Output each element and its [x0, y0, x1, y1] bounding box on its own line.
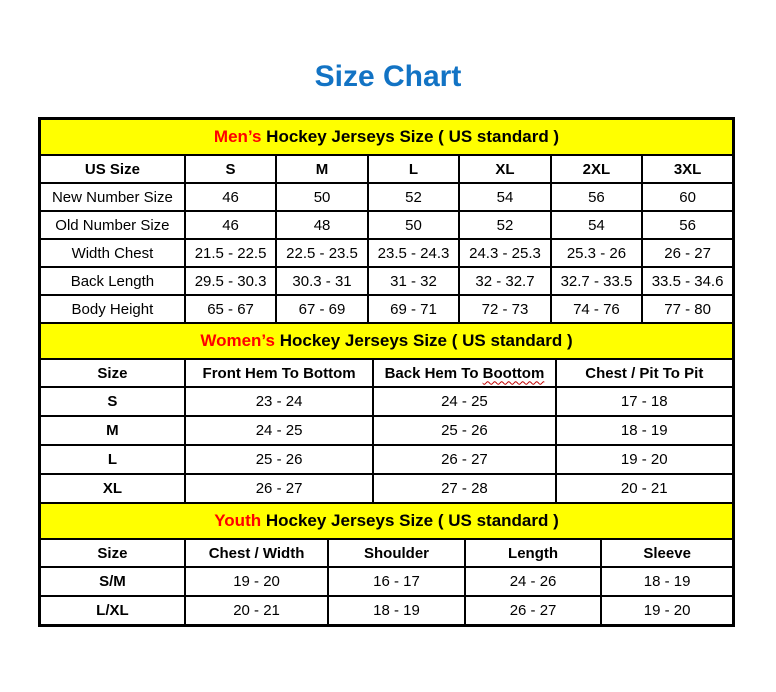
table-row — [40, 183, 733, 211]
misspelled-word: Boottom — [482, 364, 545, 382]
column-header: Shoulder — [328, 539, 465, 567]
cell-value: 50 — [276, 183, 367, 211]
column-header: L — [368, 155, 459, 183]
column-header: Front Hem To Bottom — [185, 359, 373, 387]
cell-value: 56 — [642, 211, 733, 239]
column-header: M — [276, 155, 367, 183]
cell-value: 46 — [185, 211, 276, 239]
cell-value: 52 — [459, 211, 550, 239]
cell-value: 46 — [185, 183, 276, 211]
section-title-rest: Hockey Jerseys Size ( US standard ) — [261, 127, 560, 146]
cell-value: 24 - 26 — [465, 567, 602, 596]
cell-value: 60 — [642, 183, 733, 211]
section-band-row — [40, 119, 733, 155]
youth-section-band — [40, 503, 733, 539]
row-label: S/M — [40, 567, 185, 596]
column-header: Chest / Pit To Pit — [556, 359, 733, 387]
cell-value: 48 — [276, 211, 367, 239]
section-title-highlight: Men’s — [213, 127, 262, 146]
mens-size-table — [39, 118, 734, 324]
table-row — [40, 445, 733, 474]
cell-value: 32.7 - 33.5 — [551, 267, 642, 295]
row-label: Body Height — [40, 295, 185, 323]
cell-value: 65 - 67 — [185, 295, 276, 323]
column-header: S — [185, 155, 276, 183]
table-row — [40, 267, 733, 295]
youth-table-body — [40, 567, 733, 625]
womens-table-body — [40, 387, 733, 503]
cell-value: 32 - 32.7 — [459, 267, 550, 295]
cell-value: 26 - 27 — [185, 474, 373, 503]
cell-value: 33.5 - 34.6 — [642, 267, 733, 295]
column-header: Length — [465, 539, 602, 567]
section-title-rest: Hockey Jerseys Size ( US standard ) — [274, 331, 573, 350]
column-header: Chest / Width — [185, 539, 328, 567]
cell-value: 67 - 69 — [276, 295, 367, 323]
cell-value: 18 - 19 — [601, 567, 733, 596]
header-row — [40, 359, 733, 387]
row-label: New Number Size — [40, 183, 185, 211]
size-chart-container — [38, 117, 735, 627]
mens-section-band — [40, 119, 733, 155]
row-label: L — [40, 445, 185, 474]
cell-value: 19 - 20 — [556, 445, 733, 474]
cell-value: 52 — [368, 183, 459, 211]
row-label: Old Number Size — [40, 211, 185, 239]
cell-value: 25 - 26 — [185, 445, 373, 474]
cell-value: 23.5 - 24.3 — [368, 239, 459, 267]
section-title-rest: Hockey Jerseys Size ( US standard ) — [261, 511, 559, 530]
cell-value: 31 - 32 — [368, 267, 459, 295]
column-header: Sleeve — [601, 539, 733, 567]
womens-section-band — [40, 323, 733, 359]
cell-value: 16 - 17 — [328, 567, 465, 596]
cell-value: 20 - 21 — [185, 596, 328, 625]
cell-value: 20 - 21 — [556, 474, 733, 503]
table-row — [40, 596, 733, 625]
cell-value: 24.3 - 25.3 — [459, 239, 550, 267]
cell-value: 25 - 26 — [373, 416, 555, 445]
row-label: M — [40, 416, 185, 445]
cell-value: 24 - 25 — [373, 387, 555, 416]
column-header: 3XL — [642, 155, 733, 183]
cell-value: 25.3 - 26 — [551, 239, 642, 267]
section-band-row — [40, 503, 733, 539]
cell-value: 24 - 25 — [185, 416, 373, 445]
cell-value: 26 - 27 — [373, 445, 555, 474]
table-row — [40, 474, 733, 503]
cell-value: 23 - 24 — [185, 387, 373, 416]
cell-value: 17 - 18 — [556, 387, 733, 416]
page-title: Size Chart — [314, 60, 462, 93]
cell-value: 27 - 28 — [373, 474, 555, 503]
cell-value: 54 — [551, 211, 642, 239]
column-header: Back Hem To Boottom — [373, 359, 555, 387]
table-row — [40, 416, 733, 445]
cell-value: 74 - 76 — [551, 295, 642, 323]
cell-value: 50 — [368, 211, 459, 239]
section-title-highlight: Women’s — [200, 331, 275, 350]
cell-value: 30.3 - 31 — [276, 267, 367, 295]
section-title-highlight: Youth — [214, 511, 262, 530]
cell-value: 26 - 27 — [465, 596, 602, 625]
cell-value: 56 — [551, 183, 642, 211]
column-header: 2XL — [551, 155, 642, 183]
column-header: Size — [40, 359, 185, 387]
row-label: Back Length — [40, 267, 185, 295]
cell-value: 22.5 - 23.5 — [276, 239, 367, 267]
table-row — [40, 239, 733, 267]
table-row — [40, 295, 733, 323]
cell-value: 18 - 19 — [328, 596, 465, 625]
cell-value: 21.5 - 22.5 — [185, 239, 276, 267]
column-header: US Size — [40, 155, 185, 183]
row-label: Width Chest — [40, 239, 185, 267]
column-header: Size — [40, 539, 185, 567]
column-header: XL — [459, 155, 550, 183]
row-label: XL — [40, 474, 185, 503]
cell-value: 54 — [459, 183, 550, 211]
row-label: S — [40, 387, 185, 416]
youth-size-table — [39, 502, 734, 626]
cell-value: 72 - 73 — [459, 295, 550, 323]
row-label: L/XL — [40, 596, 185, 625]
section-band-row — [40, 323, 733, 359]
cell-value: 26 - 27 — [642, 239, 733, 267]
womens-size-table — [39, 322, 734, 504]
cell-value: 69 - 71 — [368, 295, 459, 323]
mens-table-body — [40, 183, 733, 323]
cell-value: 18 - 19 — [556, 416, 733, 445]
cell-value: 19 - 20 — [601, 596, 733, 625]
table-row — [40, 567, 733, 596]
header-row — [40, 539, 733, 567]
cell-value: 29.5 - 30.3 — [185, 267, 276, 295]
cell-value: 77 - 80 — [642, 295, 733, 323]
cell-value: 19 - 20 — [185, 567, 328, 596]
header-row — [40, 155, 733, 183]
table-row — [40, 387, 733, 416]
table-row — [40, 211, 733, 239]
